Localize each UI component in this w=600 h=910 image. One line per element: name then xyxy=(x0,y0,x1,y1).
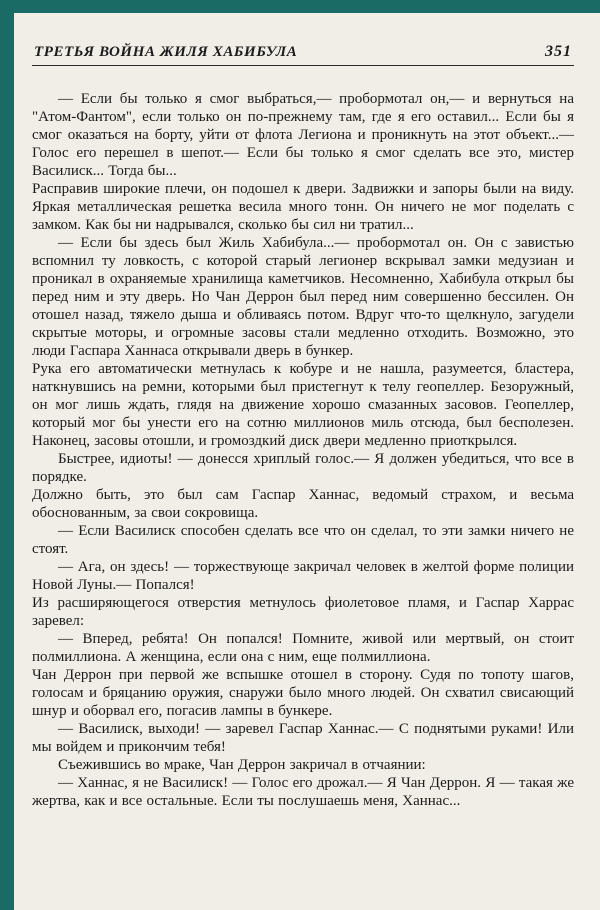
paragraph: Расправив широкие плечи, он подошел к двери. Задвижки и запоры были на виду. Яркая металлическая решетка весила много тонн. Он ничего не мог поделать с замком. Как бы ни надрывался, сколько бы сил ни тратил... xyxy=(32,181,574,233)
page-header xyxy=(32,43,574,65)
paragraph: — Если бы только я смог выбраться,— пробормотал он,— и вернуться на "Атом-Фантом", если только он по-прежнему там, где я его оставил... Если бы я смог оказаться на борту, уйти от флота Легиона и проникнуть на этот объект...— Голос его перешел в шепот.— Если бы только я смог сделать все это, мистер Василиск... Тогда бы... xyxy=(32,91,574,179)
paragraph: Рука его автоматически метнулась к кобуре и не нашла, разумеется, бластера, наткнувшись на ремни, которыми был пристегнут к телу геопеллер. Безоружный, он мог лишь ждать, глядя на движение хорошо смазанных засовов. Геопеллер, который мог бы унести его на сотню миллионов миль отсюда, был бесполезен. Наконец, засовы отошли, и громоздкий диск двери медленно приоткрылся. xyxy=(32,361,574,449)
paragraph: — Василиск, выходи! — заревел Гаспар Ханнас.— С поднятыми руками! Или мы войдем и прикончим тебя! xyxy=(32,721,574,755)
paragraph: Из расширяющегося отверстия метнулось фиолетовое пламя, и Гаспар Харрас заревел: xyxy=(32,595,574,629)
left-border-bar xyxy=(0,0,14,910)
paragraph: — Ханнас, я не Василиск! — Голос его дрожал.— Я Чан Деррон. Я — такая же жертва, как и все остальные. Если ты послушаешь меня, Ханнас... xyxy=(32,775,574,809)
header-rule xyxy=(32,65,574,66)
top-border-bar xyxy=(0,0,600,13)
paragraph: — Если Василиск способен сделать все что он сделал, то эти замки ничего не стоят. xyxy=(32,523,574,557)
paragraph: — Вперед, ребята! Он попался! Помните, живой или мертвый, он стоит полмиллиона. А женщина, если она с ним, еще полмиллиона. xyxy=(32,631,574,665)
page-content xyxy=(14,13,600,910)
paragraph: Быстрее, идиоты! — донесся хриплый голос.— Я должен убедиться, что все в порядке. xyxy=(32,451,574,485)
paragraph: Съежившись во мраке, Чан Деррон закричал в отчаянии: xyxy=(58,757,426,773)
paragraph: Чан Деррон при первой же вспышке отошел в сторону. Судя по топоту шагов, голосам и бряцанию оружия, снаружи было много людей. Он схватил свисающий шнур и оборвал его, погасив лампы в бункере. xyxy=(32,667,574,719)
running-title: ТРЕТЬЯ ВОЙНА ЖИЛЯ ХАБИБУЛА xyxy=(34,44,298,60)
paragraph: — Если бы здесь был Жиль Хабибула...— пробормотал он. Он с завистью вспомнил ту ловкость, с которой старый легионер вскрывал замки медузиан и проникал в охраняемые хранилища каметчиков. Несомненно, Хабибула открыл бы перед ним и эту дверь. Но Чан Деррон был перед ним совершенно бессилен. Он отошел назад, тяжело дыша и обливаясь потом. Вдруг что-то щелкнуло, загудели скрытые моторы, и огромные засовы стали медленно отходить. Возможно, это люди Гаспара Ханнаса открывали дверь в бункер. xyxy=(32,235,574,359)
paragraph: Должно быть, это был сам Гаспар Ханнас, ведомый страхом, и весьма обоснованным, за свои сокровища. xyxy=(32,487,574,521)
page-number: 351 xyxy=(545,43,572,60)
body-text xyxy=(32,90,574,810)
paragraph: — Ага, он здесь! — торжествующе закричал человек в желтой форме полиции Новой Луны.— Попался! xyxy=(32,559,574,593)
